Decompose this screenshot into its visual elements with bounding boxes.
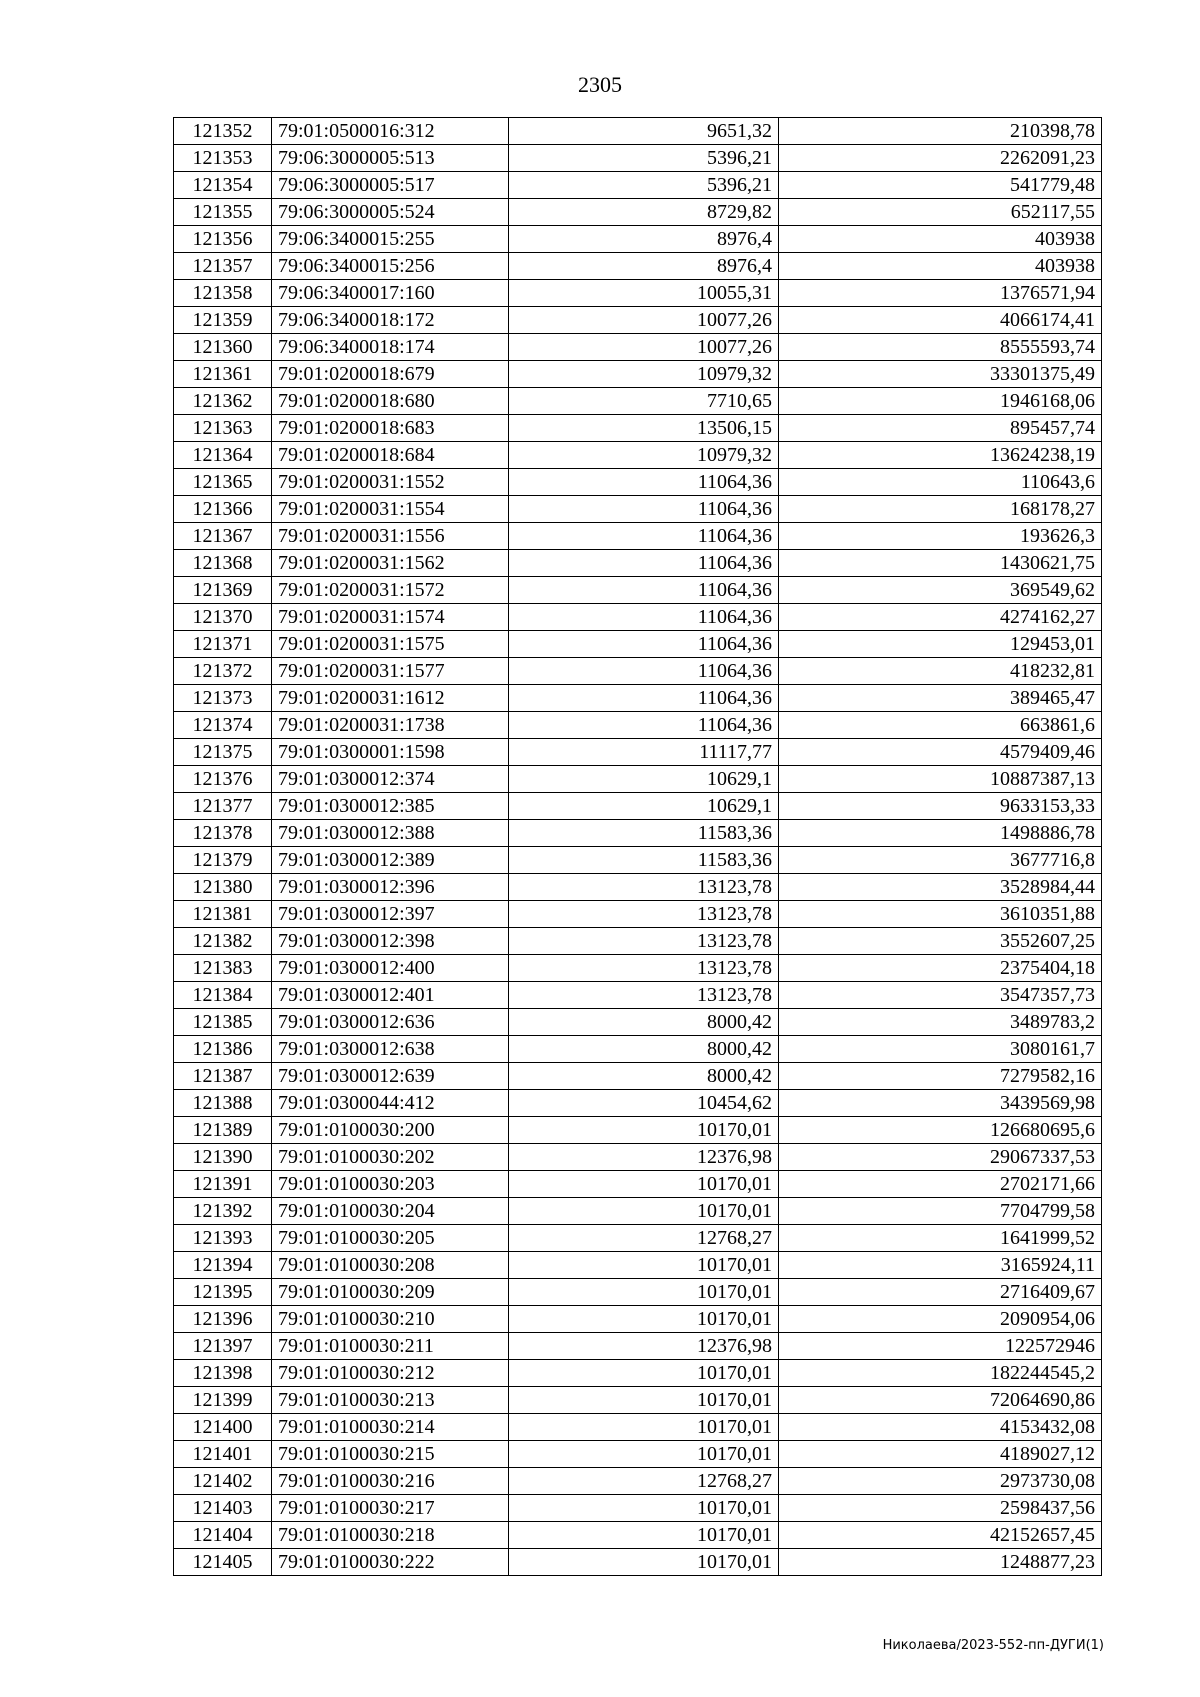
row-number-cell: 121386 — [174, 1036, 272, 1063]
specific-value-cell: 13123,78 — [509, 955, 779, 982]
cadastral-value-cell: 2702171,66 — [779, 1171, 1102, 1198]
cadastral-number-cell: 79:01:0500016:312 — [272, 118, 509, 145]
table-row — [174, 253, 1102, 280]
table-row — [174, 361, 1102, 388]
row-number-cell: 121392 — [174, 1198, 272, 1225]
cadastral-number-cell: 79:01:0100030:211 — [272, 1333, 509, 1360]
specific-value-cell: 11064,36 — [509, 577, 779, 604]
cadastral-value-cell: 3677716,8 — [779, 847, 1102, 874]
table-row — [174, 1063, 1102, 1090]
page-number: 2305 — [578, 72, 622, 97]
specific-value-cell: 10077,26 — [509, 334, 779, 361]
table-row — [174, 334, 1102, 361]
table-row — [174, 145, 1102, 172]
cadastral-value-cell: 2716409,67 — [779, 1279, 1102, 1306]
cadastral-value-cell: 8555593,74 — [779, 334, 1102, 361]
row-number-cell: 121380 — [174, 874, 272, 901]
specific-value-cell: 10170,01 — [509, 1441, 779, 1468]
specific-value-cell: 8000,42 — [509, 1009, 779, 1036]
specific-value-cell: 13123,78 — [509, 901, 779, 928]
cadastral-number-cell: 79:01:0200031:1554 — [272, 496, 509, 523]
cadastral-value-cell: 2090954,06 — [779, 1306, 1102, 1333]
table-row — [174, 685, 1102, 712]
cadastral-value-cell: 403938 — [779, 253, 1102, 280]
table-row — [174, 577, 1102, 604]
cadastral-number-cell: 79:01:0300012:396 — [272, 874, 509, 901]
cadastral-value-cell: 7279582,16 — [779, 1063, 1102, 1090]
cadastral-value-cell: 4066174,41 — [779, 307, 1102, 334]
document-reference: Николаева/2023-552-пп-ДУГИ(1) — [882, 1638, 1104, 1653]
table-row — [174, 1171, 1102, 1198]
row-number-cell: 121371 — [174, 631, 272, 658]
cadastral-value-cell: 541779,48 — [779, 172, 1102, 199]
row-number-cell: 121369 — [174, 577, 272, 604]
cadastral-number-cell: 79:01:0100030:209 — [272, 1279, 509, 1306]
row-number-cell: 121381 — [174, 901, 272, 928]
cadastral-number-cell: 79:01:0300012:389 — [272, 847, 509, 874]
cadastral-number-cell: 79:01:0200031:1572 — [272, 577, 509, 604]
specific-value-cell: 11064,36 — [509, 712, 779, 739]
row-number-cell: 121403 — [174, 1495, 272, 1522]
cadastral-value-cell: 895457,74 — [779, 415, 1102, 442]
row-number-cell: 121374 — [174, 712, 272, 739]
row-number-cell: 121367 — [174, 523, 272, 550]
table-row — [174, 955, 1102, 982]
row-number-cell: 121366 — [174, 496, 272, 523]
specific-value-cell: 12768,27 — [509, 1225, 779, 1252]
cadastral-number-cell: 79:01:0300012:397 — [272, 901, 509, 928]
table-row — [174, 631, 1102, 658]
cadastral-number-cell: 79:01:0100030:215 — [272, 1441, 509, 1468]
specific-value-cell: 10979,32 — [509, 442, 779, 469]
row-number-cell: 121352 — [174, 118, 272, 145]
cadastral-number-cell: 79:01:0100030:212 — [272, 1360, 509, 1387]
table-row — [174, 469, 1102, 496]
row-number-cell: 121391 — [174, 1171, 272, 1198]
specific-value-cell: 10170,01 — [509, 1360, 779, 1387]
row-number-cell: 121357 — [174, 253, 272, 280]
specific-value-cell: 11064,36 — [509, 604, 779, 631]
table-row — [174, 1387, 1102, 1414]
row-number-cell: 121373 — [174, 685, 272, 712]
cadastral-number-cell: 79:01:0100030:222 — [272, 1549, 509, 1576]
specific-value-cell: 5396,21 — [509, 145, 779, 172]
row-number-cell: 121379 — [174, 847, 272, 874]
cadastral-value-cell: 3165924,11 — [779, 1252, 1102, 1279]
cadastral-value-cell: 1248877,23 — [779, 1549, 1102, 1576]
cadastral-value-cell: 369549,62 — [779, 577, 1102, 604]
row-number-cell: 121362 — [174, 388, 272, 415]
cadastral-number-cell: 79:01:0200031:1612 — [272, 685, 509, 712]
table-row — [174, 523, 1102, 550]
cadastral-number-cell: 79:06:3400015:256 — [272, 253, 509, 280]
table-row — [174, 1522, 1102, 1549]
cadastral-value-cell: 403938 — [779, 226, 1102, 253]
specific-value-cell: 10170,01 — [509, 1279, 779, 1306]
specific-value-cell: 8000,42 — [509, 1036, 779, 1063]
cadastral-number-cell: 79:01:0100030:200 — [272, 1117, 509, 1144]
cadastral-value-cell: 4274162,27 — [779, 604, 1102, 631]
table-row — [174, 1495, 1102, 1522]
table-row — [174, 1036, 1102, 1063]
cadastral-value-cell: 126680695,6 — [779, 1117, 1102, 1144]
table-row — [174, 280, 1102, 307]
table-row — [174, 1144, 1102, 1171]
cadastral-value-cell: 168178,27 — [779, 496, 1102, 523]
cadastral-value-cell: 193626,3 — [779, 523, 1102, 550]
row-number-cell: 121387 — [174, 1063, 272, 1090]
specific-value-cell: 8000,42 — [509, 1063, 779, 1090]
cadastral-number-cell: 79:01:0300012:388 — [272, 820, 509, 847]
cadastral-value-cell: 182244545,2 — [779, 1360, 1102, 1387]
specific-value-cell: 11064,36 — [509, 523, 779, 550]
cadastral-number-cell: 79:06:3000005:513 — [272, 145, 509, 172]
cadastral-number-cell: 79:01:0200031:1562 — [272, 550, 509, 577]
row-number-cell: 121368 — [174, 550, 272, 577]
cadastral-number-cell: 79:01:0200031:1738 — [272, 712, 509, 739]
cadastral-value-cell: 9633153,33 — [779, 793, 1102, 820]
cadastral-value-cell: 663861,6 — [779, 712, 1102, 739]
cadastral-number-cell: 79:01:0300001:1598 — [272, 739, 509, 766]
cadastral-value-cell: 210398,78 — [779, 118, 1102, 145]
table-row — [174, 820, 1102, 847]
cadastral-number-cell: 79:01:0100030:205 — [272, 1225, 509, 1252]
specific-value-cell: 10629,1 — [509, 793, 779, 820]
row-number-cell: 121405 — [174, 1549, 272, 1576]
table-row — [174, 388, 1102, 415]
row-number-cell: 121355 — [174, 199, 272, 226]
cadastral-number-cell: 79:01:0200031:1552 — [272, 469, 509, 496]
row-number-cell: 121353 — [174, 145, 272, 172]
table-row — [174, 793, 1102, 820]
table-row — [174, 1468, 1102, 1495]
row-number-cell: 121363 — [174, 415, 272, 442]
row-number-cell: 121356 — [174, 226, 272, 253]
row-number-cell: 121404 — [174, 1522, 272, 1549]
table-row — [174, 1549, 1102, 1576]
specific-value-cell: 10170,01 — [509, 1522, 779, 1549]
row-number-cell: 121385 — [174, 1009, 272, 1036]
cadastral-number-cell: 79:01:0100030:204 — [272, 1198, 509, 1225]
row-number-cell: 121401 — [174, 1441, 272, 1468]
cadastral-number-cell: 79:01:0200031:1556 — [272, 523, 509, 550]
cadastral-number-cell: 79:01:0100030:202 — [272, 1144, 509, 1171]
specific-value-cell: 11064,36 — [509, 469, 779, 496]
specific-value-cell: 10170,01 — [509, 1117, 779, 1144]
cadastral-number-cell: 79:01:0100030:208 — [272, 1252, 509, 1279]
table-row — [174, 1441, 1102, 1468]
specific-value-cell: 9651,32 — [509, 118, 779, 145]
specific-value-cell: 10979,32 — [509, 361, 779, 388]
cadastral-number-cell: 79:01:0300012:400 — [272, 955, 509, 982]
cadastral-value-cell: 72064690,86 — [779, 1387, 1102, 1414]
table-row — [174, 847, 1102, 874]
row-number-cell: 121365 — [174, 469, 272, 496]
row-number-cell: 121394 — [174, 1252, 272, 1279]
row-number-cell: 121393 — [174, 1225, 272, 1252]
row-number-cell: 121364 — [174, 442, 272, 469]
cadastral-number-cell: 79:01:0300044:412 — [272, 1090, 509, 1117]
specific-value-cell: 10170,01 — [509, 1387, 779, 1414]
cadastral-number-cell: 79:01:0100030:216 — [272, 1468, 509, 1495]
cadastral-value-cell: 3610351,88 — [779, 901, 1102, 928]
table-row — [174, 1198, 1102, 1225]
table-row — [174, 1252, 1102, 1279]
table-row — [174, 739, 1102, 766]
cadastral-value-cell: 129453,01 — [779, 631, 1102, 658]
cadastral-number-cell: 79:01:0100030:210 — [272, 1306, 509, 1333]
specific-value-cell: 10077,26 — [509, 307, 779, 334]
specific-value-cell: 11064,36 — [509, 685, 779, 712]
table-row — [174, 415, 1102, 442]
row-number-cell: 121400 — [174, 1414, 272, 1441]
cadastral-value-cell: 29067337,53 — [779, 1144, 1102, 1171]
cadastral-number-cell: 79:01:0200018:683 — [272, 415, 509, 442]
table-row — [174, 550, 1102, 577]
row-number-cell: 121396 — [174, 1306, 272, 1333]
specific-value-cell: 11064,36 — [509, 631, 779, 658]
cadastral-number-cell: 79:01:0100030:213 — [272, 1387, 509, 1414]
table-row — [174, 1279, 1102, 1306]
cadastral-value-cell: 1498886,78 — [779, 820, 1102, 847]
row-number-cell: 121384 — [174, 982, 272, 1009]
cadastral-number-cell: 79:01:0300012:639 — [272, 1063, 509, 1090]
cadastral-number-cell: 79:01:0200031:1575 — [272, 631, 509, 658]
cadastral-value-cell: 1430621,75 — [779, 550, 1102, 577]
cadastral-value-cell: 1376571,94 — [779, 280, 1102, 307]
specific-value-cell: 8976,4 — [509, 226, 779, 253]
table-row — [174, 307, 1102, 334]
row-number-cell: 121390 — [174, 1144, 272, 1171]
cadastral-value-cell: 3547357,73 — [779, 982, 1102, 1009]
cadastral-value-cell: 4579409,46 — [779, 739, 1102, 766]
specific-value-cell: 10170,01 — [509, 1252, 779, 1279]
row-number-cell: 121383 — [174, 955, 272, 982]
cadastral-value-cell: 1946168,06 — [779, 388, 1102, 415]
specific-value-cell: 11583,36 — [509, 847, 779, 874]
cadastral-value-cell: 7704799,58 — [779, 1198, 1102, 1225]
cadastral-number-cell: 79:01:0200031:1577 — [272, 658, 509, 685]
cadastral-number-cell: 79:01:0300012:374 — [272, 766, 509, 793]
cadastral-value-cell: 2375404,18 — [779, 955, 1102, 982]
cadastral-value-cell: 2262091,23 — [779, 145, 1102, 172]
specific-value-cell: 13123,78 — [509, 874, 779, 901]
table-row — [174, 712, 1102, 739]
row-number-cell: 121395 — [174, 1279, 272, 1306]
table-row — [174, 226, 1102, 253]
table-row — [174, 172, 1102, 199]
cadastral-value-cell: 3552607,25 — [779, 928, 1102, 955]
cadastral-number-cell: 79:06:3400018:172 — [272, 307, 509, 334]
specific-value-cell: 8976,4 — [509, 253, 779, 280]
table-row — [174, 874, 1102, 901]
specific-value-cell: 10170,01 — [509, 1171, 779, 1198]
table-row — [174, 928, 1102, 955]
row-number-cell: 121378 — [174, 820, 272, 847]
cadastral-value-cell: 10887387,13 — [779, 766, 1102, 793]
cadastral-value-cell: 13624238,19 — [779, 442, 1102, 469]
cadastral-value-table — [173, 117, 1102, 1576]
cadastral-number-cell: 79:01:0100030:218 — [272, 1522, 509, 1549]
cadastral-value-cell: 122572946 — [779, 1333, 1102, 1360]
table-row — [174, 766, 1102, 793]
row-number-cell: 121377 — [174, 793, 272, 820]
specific-value-cell: 10170,01 — [509, 1306, 779, 1333]
row-number-cell: 121358 — [174, 280, 272, 307]
cadastral-value-cell: 1641999,52 — [779, 1225, 1102, 1252]
cadastral-number-cell: 79:01:0300012:636 — [272, 1009, 509, 1036]
cadastral-number-cell: 79:06:3000005:524 — [272, 199, 509, 226]
cadastral-value-cell: 33301375,49 — [779, 361, 1102, 388]
cadastral-value-cell: 389465,47 — [779, 685, 1102, 712]
cadastral-number-cell: 79:01:0300012:398 — [272, 928, 509, 955]
specific-value-cell: 7710,65 — [509, 388, 779, 415]
cadastral-number-cell: 79:01:0300012:385 — [272, 793, 509, 820]
specific-value-cell: 13506,15 — [509, 415, 779, 442]
row-number-cell: 121375 — [174, 739, 272, 766]
row-number-cell: 121398 — [174, 1360, 272, 1387]
cadastral-value-cell: 3489783,2 — [779, 1009, 1102, 1036]
table-row — [174, 496, 1102, 523]
row-number-cell: 121372 — [174, 658, 272, 685]
specific-value-cell: 8729,82 — [509, 199, 779, 226]
cadastral-value-cell: 3439569,98 — [779, 1090, 1102, 1117]
specific-value-cell: 10170,01 — [509, 1414, 779, 1441]
cadastral-number-cell: 79:01:0100030:214 — [272, 1414, 509, 1441]
table-row — [174, 118, 1102, 145]
cadastral-number-cell: 79:06:3400018:174 — [272, 334, 509, 361]
cadastral-number-cell: 79:06:3400015:255 — [272, 226, 509, 253]
cadastral-number-cell: 79:01:0200018:684 — [272, 442, 509, 469]
cadastral-value-cell: 4153432,08 — [779, 1414, 1102, 1441]
cadastral-value-cell: 4189027,12 — [779, 1441, 1102, 1468]
specific-value-cell: 10629,1 — [509, 766, 779, 793]
specific-value-cell: 12376,98 — [509, 1333, 779, 1360]
cadastral-number-cell: 79:01:0300012:401 — [272, 982, 509, 1009]
specific-value-cell: 13123,78 — [509, 928, 779, 955]
cadastral-number-cell: 79:01:0100030:217 — [272, 1495, 509, 1522]
cadastral-value-cell: 110643,6 — [779, 469, 1102, 496]
row-number-cell: 121382 — [174, 928, 272, 955]
row-number-cell: 121402 — [174, 1468, 272, 1495]
table-row — [174, 442, 1102, 469]
cadastral-value-cell: 3080161,7 — [779, 1036, 1102, 1063]
table-body — [174, 118, 1102, 1576]
cadastral-value-cell: 42152657,45 — [779, 1522, 1102, 1549]
table-row — [174, 1090, 1102, 1117]
cadastral-number-cell: 79:01:0200031:1574 — [272, 604, 509, 631]
specific-value-cell: 11583,36 — [509, 820, 779, 847]
table-row — [174, 604, 1102, 631]
table-row — [174, 982, 1102, 1009]
specific-value-cell: 10454,62 — [509, 1090, 779, 1117]
row-number-cell: 121397 — [174, 1333, 272, 1360]
specific-value-cell: 13123,78 — [509, 982, 779, 1009]
cadastral-value-cell: 2973730,08 — [779, 1468, 1102, 1495]
specific-value-cell: 10170,01 — [509, 1495, 779, 1522]
table-row — [174, 1414, 1102, 1441]
specific-value-cell: 5396,21 — [509, 172, 779, 199]
row-number-cell: 121361 — [174, 361, 272, 388]
row-number-cell: 121360 — [174, 334, 272, 361]
specific-value-cell: 11064,36 — [509, 496, 779, 523]
table-row — [174, 658, 1102, 685]
cadastral-number-cell: 79:01:0300012:638 — [272, 1036, 509, 1063]
specific-value-cell: 11117,77 — [509, 739, 779, 766]
cadastral-value-cell: 418232,81 — [779, 658, 1102, 685]
row-number-cell: 121354 — [174, 172, 272, 199]
specific-value-cell: 12768,27 — [509, 1468, 779, 1495]
cadastral-value-cell: 3528984,44 — [779, 874, 1102, 901]
cadastral-number-cell: 79:01:0200018:680 — [272, 388, 509, 415]
row-number-cell: 121389 — [174, 1117, 272, 1144]
specific-value-cell: 11064,36 — [509, 658, 779, 685]
row-number-cell: 121359 — [174, 307, 272, 334]
row-number-cell: 121376 — [174, 766, 272, 793]
specific-value-cell: 10170,01 — [509, 1549, 779, 1576]
table-row — [174, 199, 1102, 226]
specific-value-cell: 10055,31 — [509, 280, 779, 307]
specific-value-cell: 11064,36 — [509, 550, 779, 577]
table-row — [174, 901, 1102, 928]
cadastral-number-cell: 79:06:3000005:517 — [272, 172, 509, 199]
table-row — [174, 1306, 1102, 1333]
row-number-cell: 121388 — [174, 1090, 272, 1117]
cadastral-value-cell: 2598437,56 — [779, 1495, 1102, 1522]
cadastral-number-cell: 79:01:0100030:203 — [272, 1171, 509, 1198]
specific-value-cell: 12376,98 — [509, 1144, 779, 1171]
table-row — [174, 1225, 1102, 1252]
table-row — [174, 1333, 1102, 1360]
cadastral-number-cell: 79:06:3400017:160 — [272, 280, 509, 307]
table-row — [174, 1360, 1102, 1387]
table-row — [174, 1117, 1102, 1144]
row-number-cell: 121399 — [174, 1387, 272, 1414]
cadastral-value-cell: 652117,55 — [779, 199, 1102, 226]
row-number-cell: 121370 — [174, 604, 272, 631]
specific-value-cell: 10170,01 — [509, 1198, 779, 1225]
table-row — [174, 1009, 1102, 1036]
cadastral-number-cell: 79:01:0200018:679 — [272, 361, 509, 388]
